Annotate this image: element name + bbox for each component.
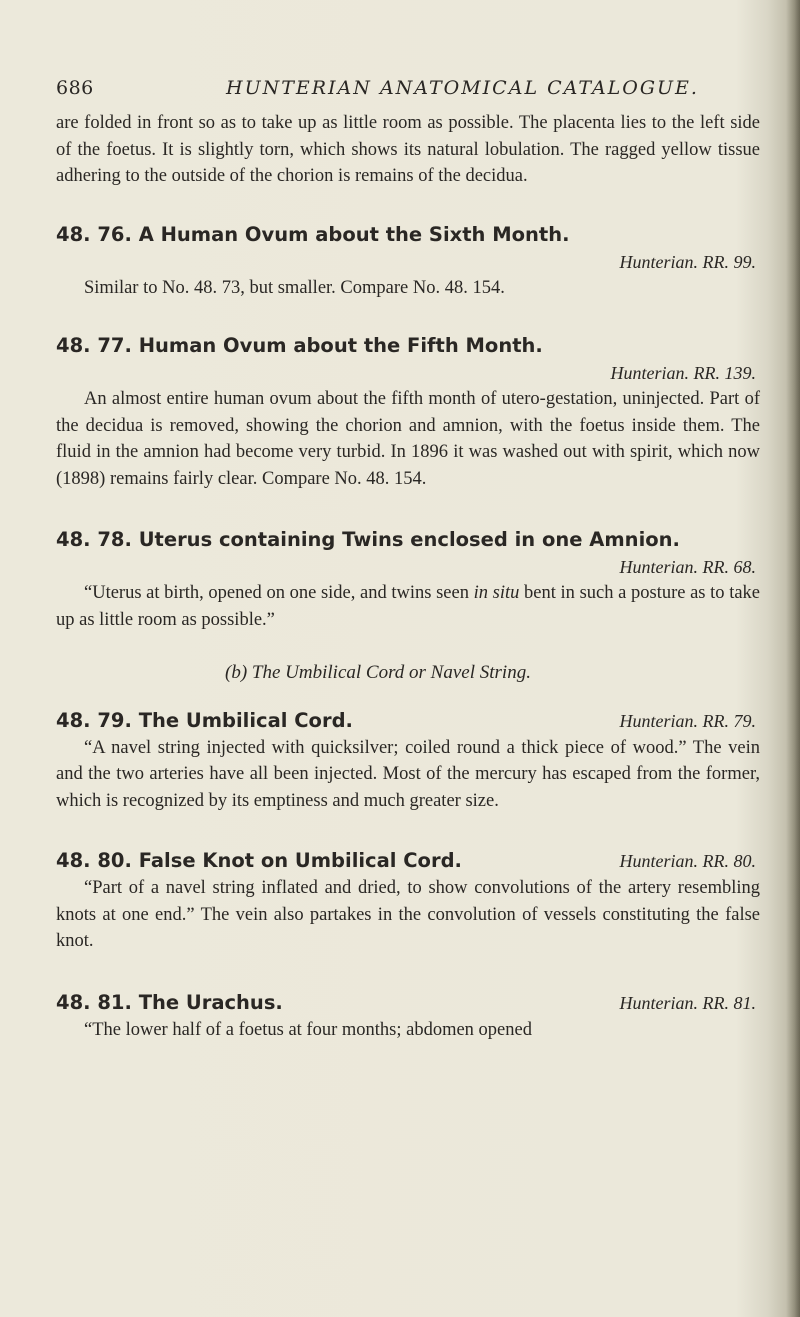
entry-heading xyxy=(56,707,760,735)
entry-source: Hunterian. RR. 68. xyxy=(619,557,756,577)
entry-number: 48. 81. xyxy=(56,990,132,1014)
entry-heading xyxy=(56,221,760,249)
entry-description: “A navel string injected with quicksilver; coiled round a thick piece of wood.” The vein and the two arteries have all been injected. Most of the mercury has escaped from the former, which is recognized by its emptiness and much greater size. xyxy=(56,737,760,811)
page-content xyxy=(56,110,760,1043)
entry-number: 48. 77. xyxy=(56,334,132,357)
entry-source: Hunterian. RR. 79. xyxy=(619,710,756,731)
catalogue-entry xyxy=(56,707,760,815)
catalogue-entry xyxy=(56,332,760,492)
entry-number: 48. 80. xyxy=(56,849,132,872)
catalogue-entry xyxy=(56,847,760,955)
entry-description: “Part of a navel string inflated and dried, to show convolutions of the artery resembling knots at one end.” The vein also partakes in the convolution of vessels constituting the false knot. xyxy=(56,878,760,951)
entry-description: Similar to No. 48. 73, but smaller. Compare No. 48. 154. xyxy=(84,277,505,298)
entry-description: An almost entire human ovum about the fifth month of utero-gestation, uninjected. Part of the decidua is removed, showing the chorion and amnion, with the foetus inside them. The fluid in the amnion had become very turbid. In 1896 it was washed out with spirit, which now (1898) remains fairly clear. Compare No. 48. 154. xyxy=(56,389,760,489)
catalogue-entry xyxy=(56,221,760,302)
entry-number: 48. 79. xyxy=(56,708,132,732)
entry-heading xyxy=(56,847,760,875)
entry-title: False Knot on Umbilical Cord. xyxy=(138,849,462,872)
entry-heading-left xyxy=(56,989,283,1017)
entry-title: A Human Ovum about the Sixth Month. xyxy=(138,222,570,246)
entry-source: Hunterian. RR. 80. xyxy=(619,851,756,871)
entry-description: “The lower half of a foetus at four months; abdomen opened xyxy=(84,1019,532,1040)
entry-title: Uterus containing Twins enclosed in one Amnion. xyxy=(138,528,680,551)
entry-source: Hunterian. RR. 99. xyxy=(619,251,756,272)
running-title: HUNTERIAN ANATOMICAL CATALOGUE. xyxy=(226,77,699,99)
entry-title: Human Ovum about the Fifth Month. xyxy=(138,334,543,357)
entry-description: “Uterus at birth, opened on one side, and twins seen in situ bent in such a posture as to take up as little room as possible.” xyxy=(56,583,761,630)
page-number: 686 xyxy=(56,77,94,99)
entry-heading xyxy=(56,332,760,360)
catalogue-entry xyxy=(56,526,760,633)
entry-heading-left xyxy=(56,847,462,875)
page-edge-shadow xyxy=(786,0,800,1317)
section-heading: (b) The Umbilical Cord or Navel String. xyxy=(225,662,531,683)
entry-title: The Umbilical Cord. xyxy=(138,708,353,732)
entry-number: 48. 78. xyxy=(56,528,132,551)
latin-term: in situ xyxy=(473,583,520,603)
catalogue-entry xyxy=(56,989,760,1044)
entry-source: Hunterian. RR. 81. xyxy=(619,992,756,1013)
entry-heading-left xyxy=(56,707,353,735)
entry-heading xyxy=(56,526,760,554)
entry-title: The Urachus. xyxy=(138,990,283,1014)
entry-source: Hunterian. RR. 139. xyxy=(610,363,756,383)
running-header xyxy=(56,77,756,107)
continuation-paragraph: are folded in front so as to take up as little room as possible. The placenta lies to the left side of the foetus. It is slightly torn, which shows its natural lobulation. The ragged yellow tissue adhering to the outside of the chorion is remains of the decidua. xyxy=(56,113,760,186)
entry-number: 48. 76. xyxy=(56,222,132,246)
entry-heading xyxy=(56,989,760,1017)
